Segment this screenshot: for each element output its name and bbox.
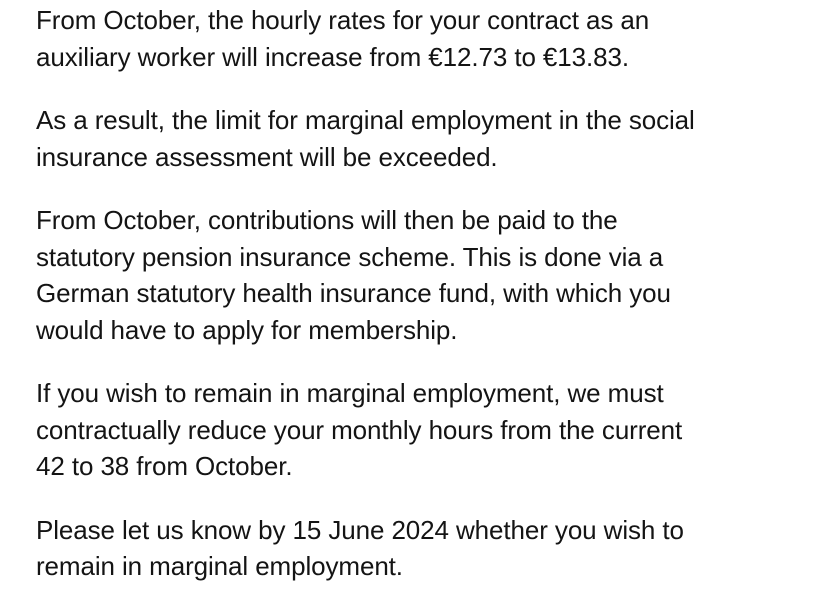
text-line: contractually reduce your monthly hours from the current [36, 414, 683, 445]
text-line: Please let us know by 15 June 2024 whether you wish to [36, 514, 684, 545]
text-line: 42 to 38 from October. [36, 451, 293, 481]
paragraph-pension-contributions [36, 202, 806, 348]
text-line: statutory pension insurance scheme. This is done via a [36, 241, 664, 272]
paragraph-rate-increase [36, 2, 806, 75]
text-line: remain in marginal employment. [36, 551, 403, 581]
text-line: From October, contributions will then be paid to the [36, 205, 618, 235]
text-line: From October, the hourly rates for your contract as an [36, 5, 650, 35]
text-line: would have to apply for membership. [36, 314, 458, 345]
message-body [36, 2, 806, 612]
text-line: If you wish to remain in marginal employment, we must [36, 378, 664, 408]
text-line: insurance assessment will be exceeded. [36, 141, 498, 172]
text-line: As a result, the limit for marginal employment in the social [36, 105, 695, 135]
paragraph-limit-exceeded [36, 102, 806, 175]
text-line: German statutory health insurance fund, with which you [36, 278, 671, 308]
paragraph-deadline [36, 512, 806, 585]
paragraph-reduce-hours [36, 375, 806, 485]
text-line: auxiliary worker will increase from €12.73 to €13.83. [36, 41, 629, 72]
